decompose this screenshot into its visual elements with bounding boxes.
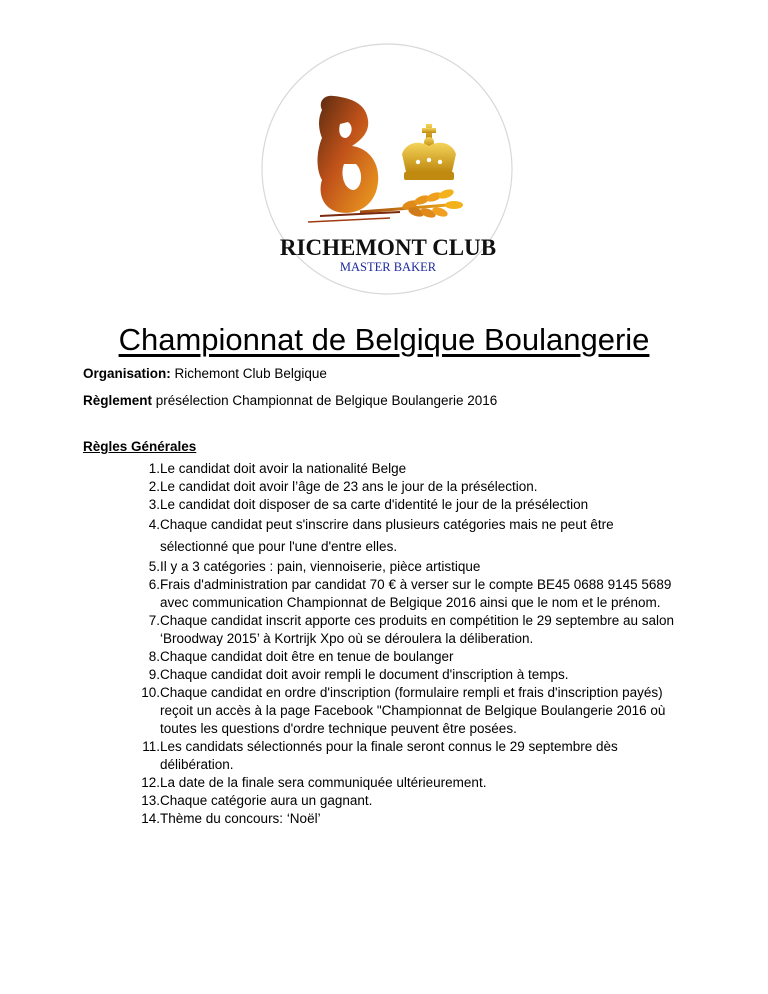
rule-number: 13. xyxy=(141,793,160,808)
rule-text: Le candidat doit avoir la nationalité Belge xyxy=(160,461,407,476)
rule-item xyxy=(83,792,683,810)
reglement-label: Règlement xyxy=(83,393,153,408)
rules-list xyxy=(83,460,683,828)
rule-text: Frais d'administration par candidat 70 € à verser sur le compte BE45 0688 9145 5689 avec communication Championnat de Belgique 2016 ainsi que le nom et le prénom. xyxy=(160,577,672,610)
rule-text: Chaque candidat inscrit apporte ces produits en compétition le 29 septembre au salon ‘Broodway 2015’ à Kortrijk Xpo où se déroulera la déliberation. xyxy=(160,613,675,646)
rule-number: 3. xyxy=(148,497,160,512)
rule-text: Il y a 3 catégories : pain, viennoiserie, pièce artistique xyxy=(160,559,481,574)
page-title: Championnat de Belgique Boulangerie xyxy=(118,322,650,357)
rule-item xyxy=(83,666,683,684)
rule-text: Thème du concours: ‘Noël’ xyxy=(160,811,321,826)
rule-item xyxy=(83,558,683,576)
logo-subtitle: MASTER BAKER xyxy=(339,260,437,274)
rule-item xyxy=(83,612,683,648)
section-title: Règles Générales xyxy=(83,439,197,454)
rule-number: 6. xyxy=(148,577,160,592)
logo-club-name: RICHEMONT CLUB xyxy=(279,235,497,260)
reglement-value: présélection Championnat de Belgique Boulangerie 2016 xyxy=(155,393,498,408)
rule-number: 10. xyxy=(141,685,160,700)
rule-text: Chaque candidat peut s'inscrire dans plusieurs catégories mais ne peut être sélectionné que pour l'une d'entre elles. xyxy=(160,517,614,554)
rule-item xyxy=(83,684,683,738)
rule-text: La date de la finale sera communiquée ultérieurement. xyxy=(160,775,487,790)
rule-text: Le candidat doit disposer de sa carte d'identité le jour de la présélection xyxy=(160,497,589,512)
richemont-club-logo xyxy=(260,42,514,296)
rule-item xyxy=(83,514,683,558)
rule-item xyxy=(83,810,683,828)
organisation-label: Organisation: xyxy=(83,366,171,381)
rule-text: Chaque candidat en ordre d'inscription (formulaire rempli et frais d'inscription payés) reçoit un accès à la page Facebook "Championnat de Belgique Boulangerie 2016 où toutes les questions d'ordre technique peuvent être posées. xyxy=(160,685,666,736)
reglement-line xyxy=(83,393,497,408)
rule-item xyxy=(83,576,683,612)
rule-number: 1. xyxy=(148,461,160,476)
rule-text: Le candidat doit avoir l’âge de 23 ans le jour de la présélection. xyxy=(160,479,538,494)
rule-item xyxy=(83,648,683,666)
rule-number: 5. xyxy=(148,559,160,574)
rule-number: 11. xyxy=(142,739,160,754)
rule-text: Chaque candidat doit être en tenue de boulanger xyxy=(160,649,454,664)
rule-number: 12. xyxy=(141,775,160,790)
rule-item xyxy=(83,460,683,478)
rule-item xyxy=(83,774,683,792)
rule-number: 2. xyxy=(148,479,160,494)
rule-number: 9. xyxy=(148,667,160,682)
rule-text: Les candidats sélectionnés pour la finale seront connus le 29 septembre dès délibération. xyxy=(160,739,618,772)
rule-item xyxy=(83,496,683,514)
rule-number: 14. xyxy=(141,811,160,826)
rule-text: Chaque catégorie aura un gagnant. xyxy=(160,793,373,808)
rule-item xyxy=(83,478,683,496)
rule-text: Chaque candidat doit avoir rempli le document d'inscription à temps. xyxy=(160,667,569,682)
organisation-value: Richemont Club Belgique xyxy=(174,366,327,381)
rule-number: 7. xyxy=(148,613,160,628)
rule-number: 8. xyxy=(148,649,160,664)
rule-item xyxy=(83,738,683,774)
organisation-line xyxy=(83,366,327,381)
rule-number: 4. xyxy=(148,517,160,532)
